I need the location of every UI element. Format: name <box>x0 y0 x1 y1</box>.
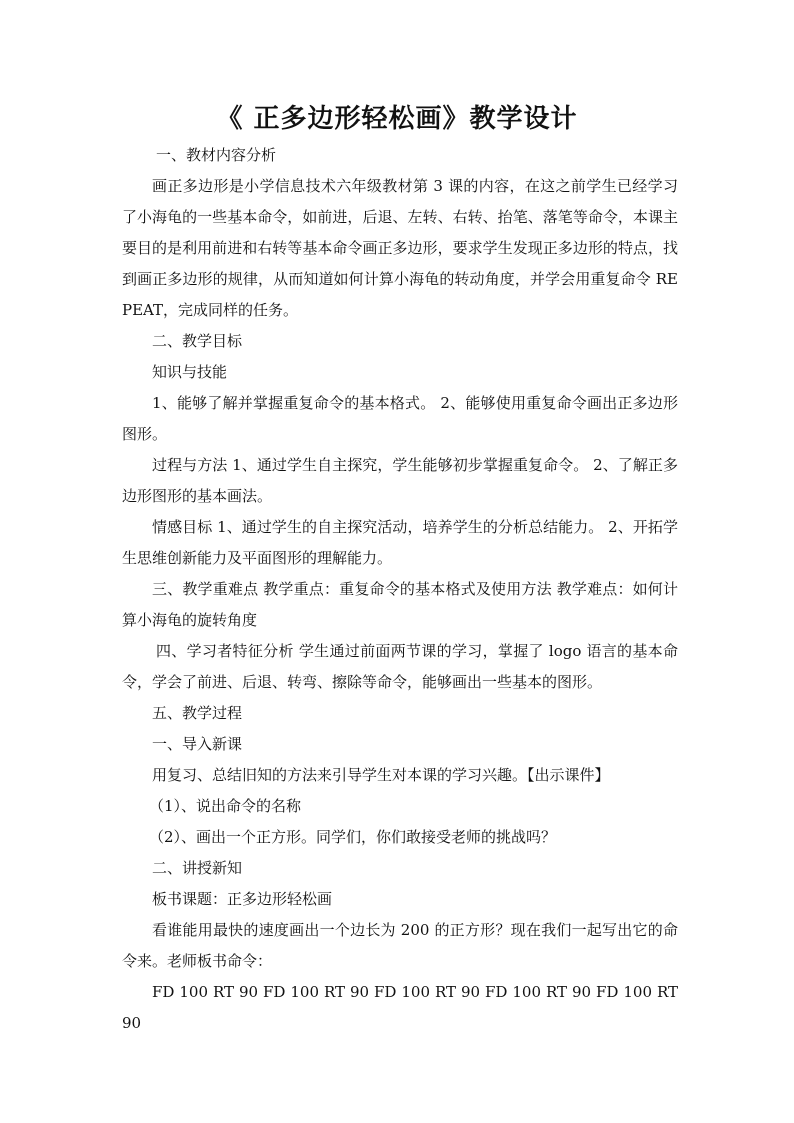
paragraph-learner-analysis: 四、学习者特征分析 学生通过前面两节课的学习，掌握了 logo 语言的基本命令，学会了前进、后退、转弯、擦除等命令，能够画出一些基本的图形。 <box>122 642 678 691</box>
subheading-new-knowledge: 二、讲授新知 <box>152 859 243 877</box>
section-heading-teaching-goals: 二、教学目标 <box>152 332 243 350</box>
paragraph-emotional-goals: 情感目标 1、通过学生的自主探究活动，培养学生的分析总结能力。 2、开拓学生思维创新能力及平面图形的理解能力。 <box>122 518 678 567</box>
paragraph-material-analysis: 画正多边形是小学信息技术六年级教材第 3 课的内容，在这之前学生已经学习了小海龟的一些基本命令，如前进，后退、左转、右转、抬笔、落笔等命令，本课主要目的是利用前进和右转等基本命令画正多边形，要求学生发现正多边形的特点，找到画正多边形的规律，从而知道如何计算小海龟的转动角度，并学会用重复命令 REPEAT，完成同样的任务。 <box>122 177 678 319</box>
paragraph-introduction: 用复习、总结旧知的方法来引导学生对本课的学习兴趣。【出示课件】 <box>152 766 610 784</box>
document-body <box>122 140 678 1039</box>
paragraph-challenge: 看谁能用最快的速度画出一个边长为 200 的正方形？现在我们一起写出它的命令来。老师板书命令： <box>122 921 678 970</box>
paragraph-command-listing: FD 100 RT 90 FD 100 RT 90 FD 100 RT 90 FD 100 RT 90 FD 100 RT 90 <box>122 983 678 1032</box>
paragraph-knowledge-skills: 1、能够了解并掌握重复命令的基本格式。 2、能够使用重复命令画出正多边形图形。 <box>122 394 678 443</box>
paragraph-board-title: 板书课题：正多边形轻松画 <box>152 890 333 908</box>
section-heading-material-analysis: 一、教材内容分析 <box>156 146 277 164</box>
subheading-introduction: 一、导入新课 <box>152 735 243 753</box>
section-heading-teaching-process: 五、教学过程 <box>152 704 243 722</box>
document-title: 《 正多边形轻松画》教学设计 <box>216 104 578 134</box>
subheading-knowledge-skills: 知识与技能 <box>152 363 228 381</box>
paragraph-process-methods: 过程与方法 1、通过学生自主探究，学生能够初步掌握重复命令。 2、了解正多边形图形的基本画法。 <box>122 456 678 505</box>
paragraph-key-difficulties: 三、教学重难点 教学重点：重复命令的基本格式及使用方法 教学难点：如何计算小海龟的旋转角度 <box>122 580 678 629</box>
list-item-command-names: （1）、说出命令的名称 <box>149 797 302 815</box>
list-item-draw-square: （2）、画出一个正方形。同学们，你们敢接受老师的挑战吗？ <box>149 828 557 846</box>
